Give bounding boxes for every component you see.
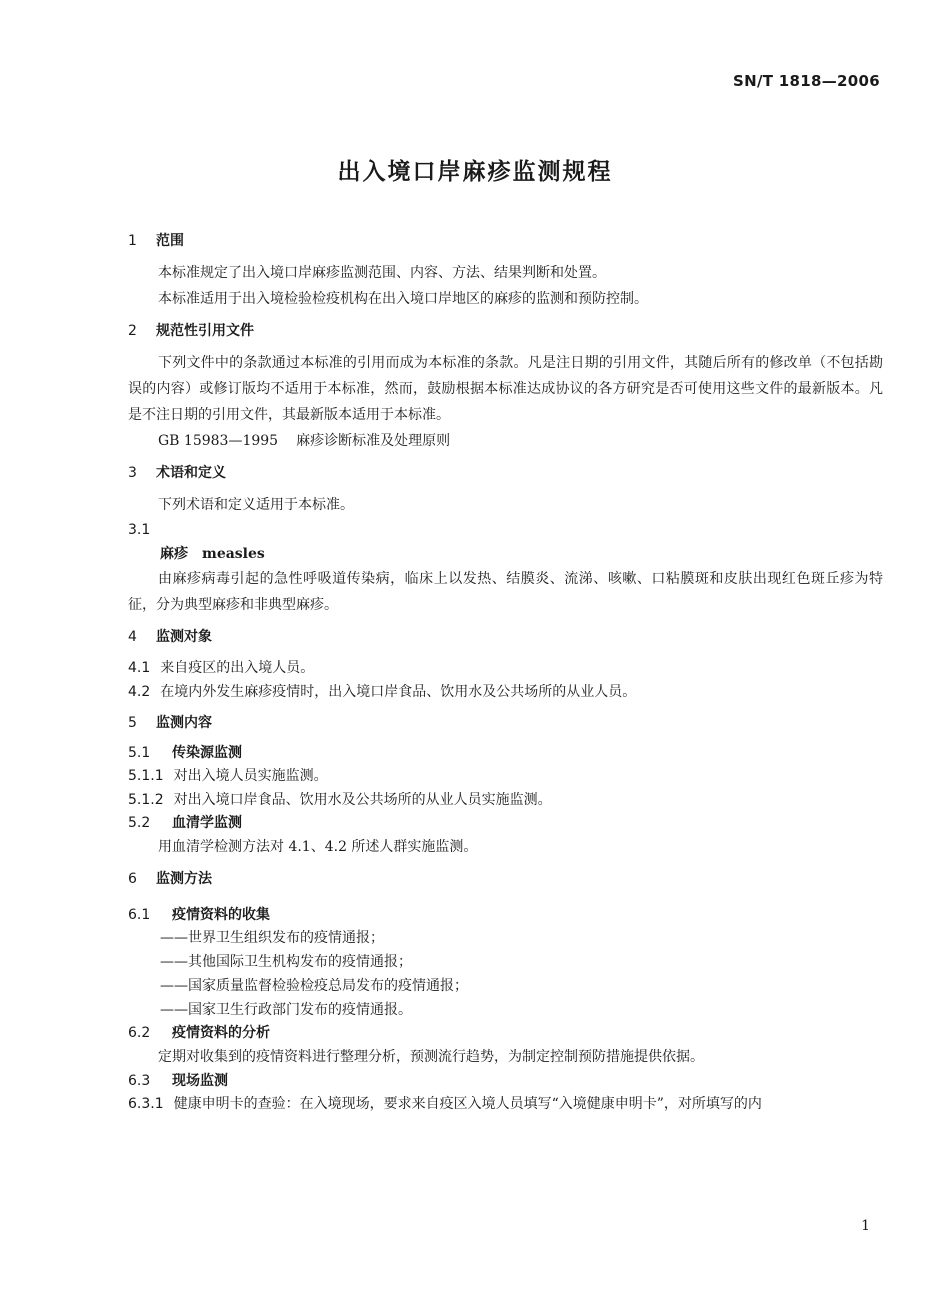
subsection-number: 5.2 xyxy=(128,815,151,831)
list-item: ——世界卫生组织发布的疫情通报； xyxy=(160,930,384,946)
subsection-title: 传染源监测 xyxy=(172,745,242,761)
subsection-number: 5.1 xyxy=(128,745,151,761)
section-number: 2 xyxy=(128,323,137,339)
subsection-title: 疫情资料的分析 xyxy=(172,1025,270,1041)
section-title: 监测内容 xyxy=(156,715,212,731)
reference-title: 麻疹诊断标准及处理原则 xyxy=(296,433,451,449)
subsection-heading xyxy=(128,812,883,834)
subsection-number: 6.2 xyxy=(128,1025,151,1041)
reference-code: GB 15983—1995 xyxy=(158,433,279,449)
clause-text: 对出入境口岸食品、饮用水及公共场所的从业人员实施监测。 xyxy=(173,792,552,808)
term-chinese: 麻疹 xyxy=(160,546,188,562)
subsection-heading xyxy=(128,1022,883,1044)
section-heading-terms xyxy=(128,462,883,484)
list-item: ——国家卫生行政部门发布的疫情通报。 xyxy=(160,1002,412,1018)
clause-number: 3.1 xyxy=(128,522,151,538)
section-heading-monitoring-content xyxy=(128,712,883,734)
subsection-title: 现场监测 xyxy=(172,1073,228,1089)
subsection-title: 疫情资料的收集 xyxy=(172,907,270,923)
subsection-number: 6.3 xyxy=(128,1073,151,1089)
paragraph: 本标准规定了出入境口岸麻疹监测范围、内容、方法、结果判断和处置。 xyxy=(158,265,606,281)
section-title: 术语和定义 xyxy=(156,465,226,481)
clause-number: 4.2 xyxy=(128,684,151,700)
term-definition: 由麻疹病毒引起的急性呼吸道传染病，临床上以发热、结膜炎、流涕、咳嗽、口粘膜斑和皮肤出现红色斑丘疹为特征，分为典型麻疹和非典型麻疹。 xyxy=(128,571,883,613)
subsection-number: 6.1 xyxy=(128,907,151,923)
paragraph: 定期对收集到的疫情资料进行整理分析，预测流行趋势，为制定控制预防措施提供依据。 xyxy=(158,1049,704,1065)
clause-number: 5.1.1 xyxy=(128,768,164,784)
paragraph: 下列术语和定义适用于本标准。 xyxy=(158,497,354,513)
term-entry xyxy=(128,542,883,566)
section-number: 5 xyxy=(128,715,137,731)
subsection-heading xyxy=(128,1070,883,1092)
paragraph: 下列文件中的条款通过本标准的引用而成为本标准的条款。凡是注日期的引用文件，其随后所有的修改单（不包括勘误的内容）或修订版均不适用于本标准，然而，鼓励根据本标准达成协议的各方研究是否可使用这些文件的最新版本。凡是不注日期的引用文件，其最新版本适用于本标准。 xyxy=(128,355,883,423)
paragraph: 本标准适用于出入境检验检疫机构在出入境口岸地区的麻疹的监测和预防控制。 xyxy=(158,291,648,307)
subsection-title: 血清学监测 xyxy=(172,815,242,831)
section-heading-normative-references xyxy=(128,320,883,342)
section-title: 监测方法 xyxy=(156,871,212,887)
section-title: 规范性引用文件 xyxy=(156,323,254,339)
section-number: 1 xyxy=(128,233,137,249)
clause-number: 4.1 xyxy=(128,660,151,676)
section-heading-monitoring-objects xyxy=(128,626,883,648)
list-item: ——国家质量监督检验检疫总局发布的疫情通报； xyxy=(160,978,468,994)
section-number: 4 xyxy=(128,629,137,645)
section-number: 3 xyxy=(128,465,137,481)
term-english: measles xyxy=(202,546,265,562)
section-heading-monitoring-methods xyxy=(128,868,883,890)
document-body xyxy=(128,230,883,1116)
list-item: ——其他国际卫生机构发布的疫情通报； xyxy=(160,954,412,970)
clause-text: 在境内外发生麻疹疫情时，出入境口岸食品、饮用水及公共场所的从业人员。 xyxy=(160,684,637,700)
reference-entry xyxy=(128,428,883,454)
section-title: 范围 xyxy=(156,233,184,249)
section-number: 6 xyxy=(128,871,137,887)
clause-item xyxy=(128,656,883,680)
clause-text: 来自疫区的出入境人员。 xyxy=(160,660,315,676)
paragraph: 用血清学检测方法对 4.1、4.2 所述人群实施监测。 xyxy=(158,839,478,855)
page-number: 1 xyxy=(861,1218,870,1234)
section-heading-scope xyxy=(128,230,883,252)
clause-number: 5.1.2 xyxy=(128,792,164,808)
section-title: 监测对象 xyxy=(156,629,212,645)
clause-text: 对出入境人员实施监测。 xyxy=(173,768,328,784)
clause-item xyxy=(128,1092,883,1116)
standard-code: SN/T 1818—2006 xyxy=(733,72,880,90)
clause-number: 6.3.1 xyxy=(128,1096,164,1112)
subsection-heading xyxy=(128,904,883,926)
clause-item xyxy=(128,680,883,704)
clause-item xyxy=(128,764,883,788)
clause-item xyxy=(128,788,883,812)
page-title: 出入境口岸麻疹监测规程 xyxy=(337,159,613,185)
subsection-heading xyxy=(128,742,883,764)
clause-text: 健康申明卡的查验：在入境现场，要求来自疫区入境人员填写“入境健康申明卡”，对所填写的内 xyxy=(173,1096,762,1112)
